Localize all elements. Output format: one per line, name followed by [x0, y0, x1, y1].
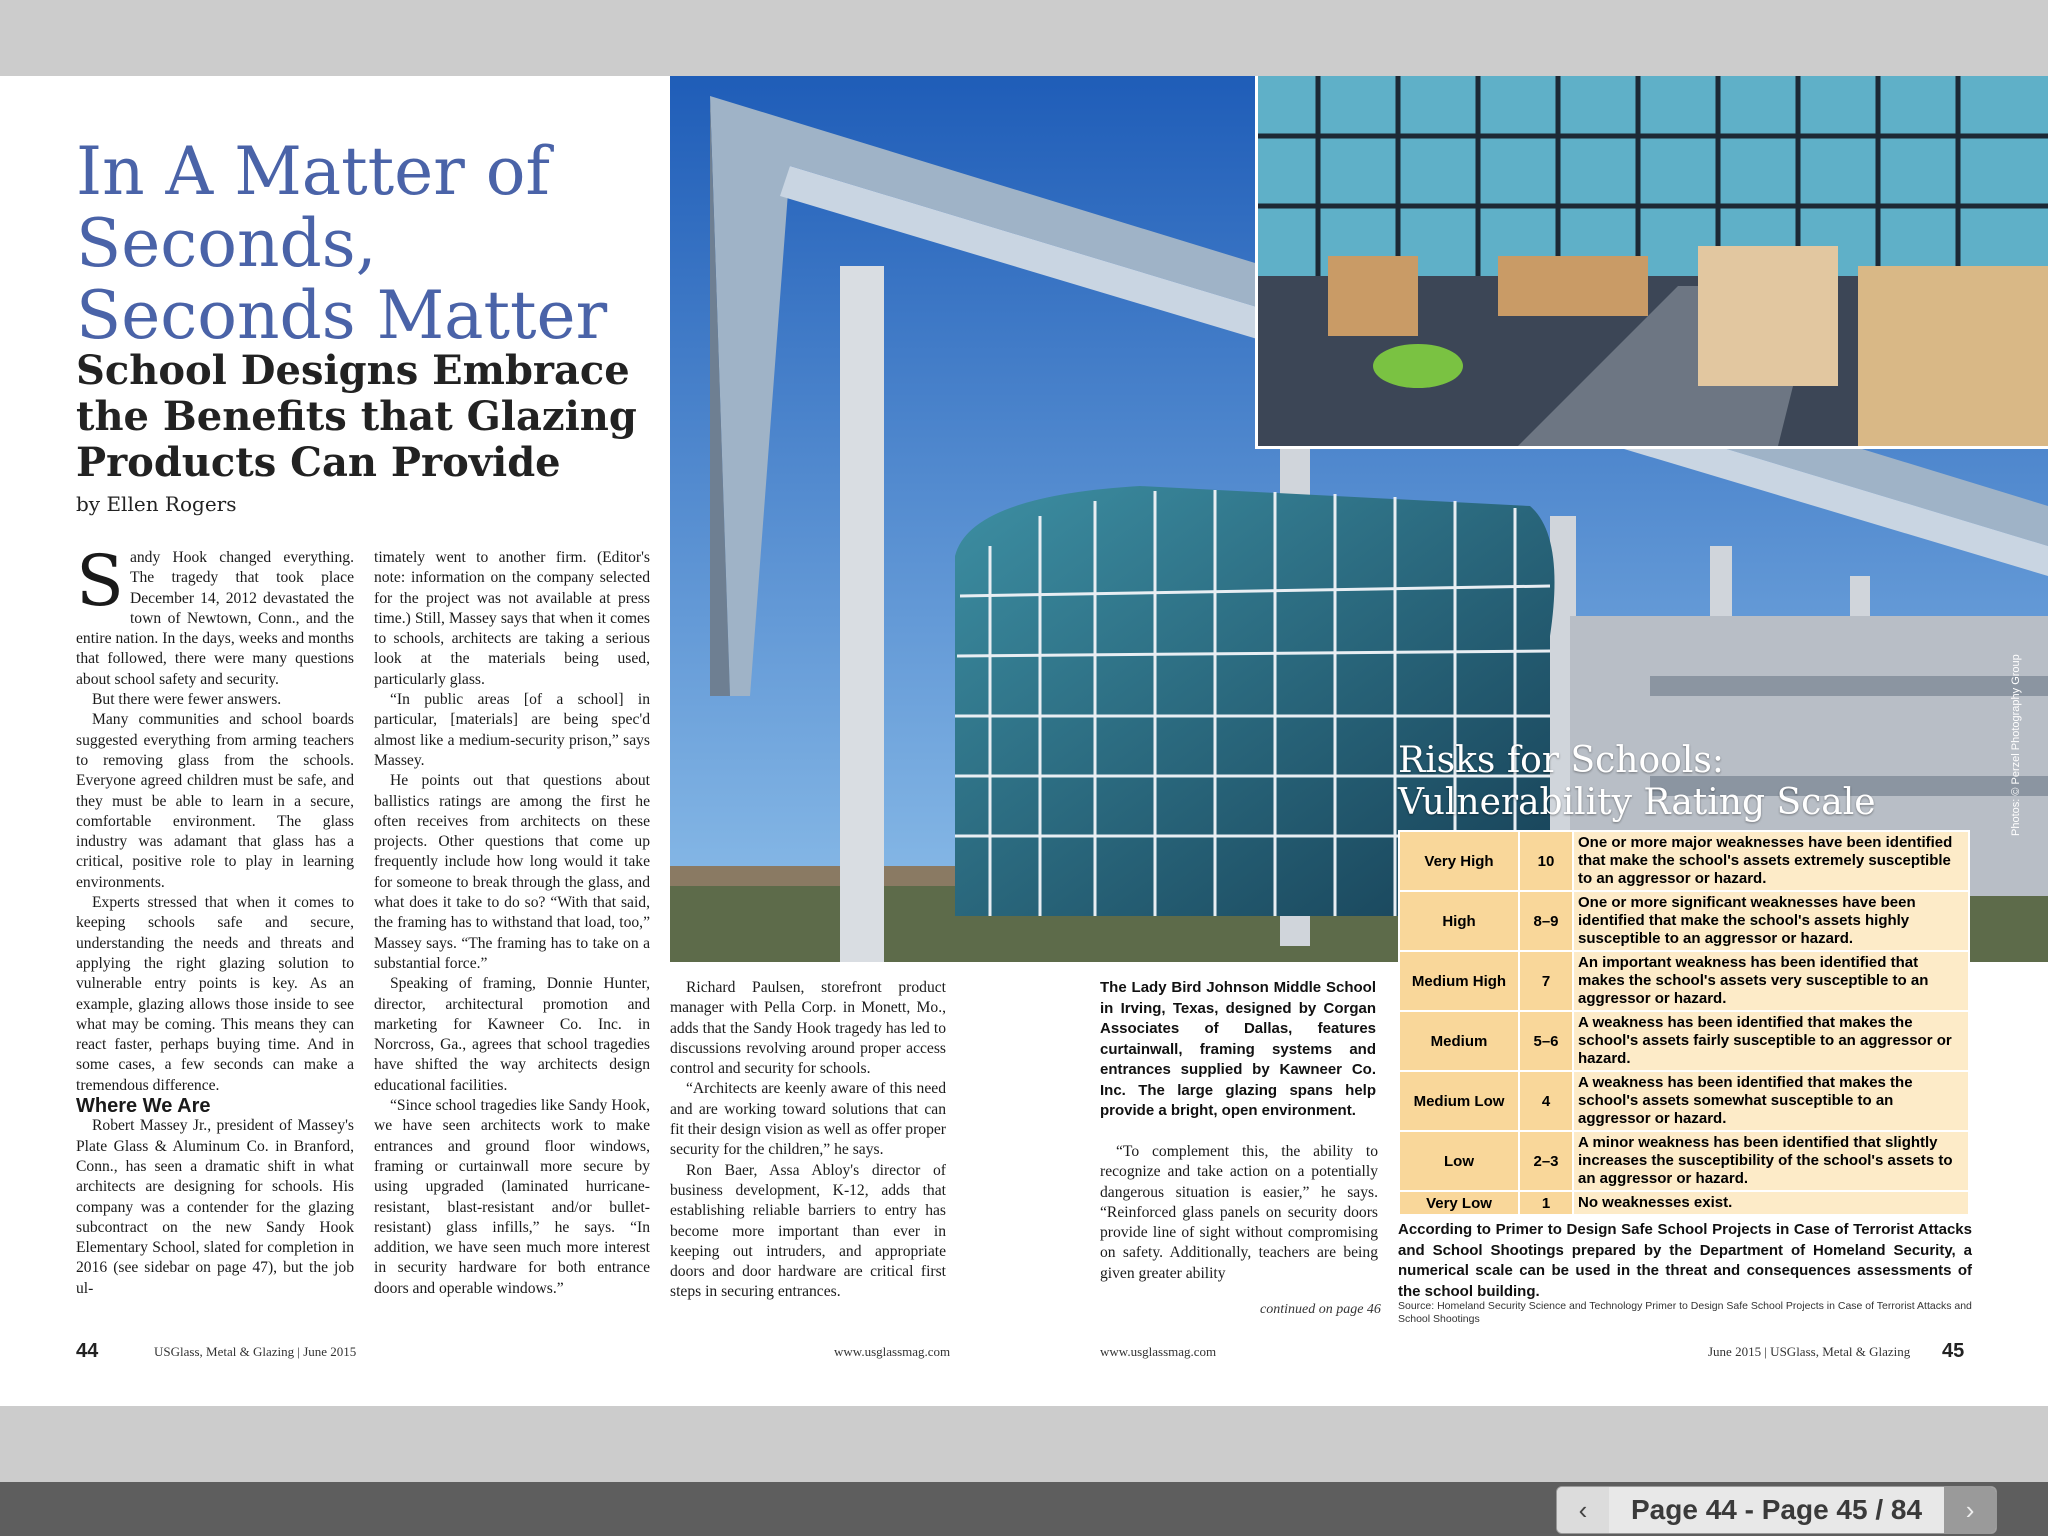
table-row	[1399, 1191, 1969, 1215]
article-subtitle: School Designs Embrace the Benefits that Glazing Products Can Provide	[76, 347, 637, 486]
drop-cap: S	[76, 540, 124, 622]
article-column-4	[1100, 1142, 1378, 1284]
rating-score: 1	[1519, 1191, 1573, 1215]
viewer-top-bar	[0, 0, 2048, 76]
paragraph: But there were fewer answers.	[92, 691, 282, 709]
rating-description: A weakness has been identified that makes the school's assets fairly susceptible to an aggressor or hazard.	[1573, 1011, 1969, 1071]
paragraph: timately went to another firm. (Editor's note: information on the company selected for the project was not available at press time.) Still, Massey says that when it comes to schools, architects are taking a serious look at the materials being used, particularly glass.	[374, 549, 650, 688]
chevron-left-icon: ‹	[1578, 1494, 1588, 1525]
rating-level: Medium	[1399, 1011, 1519, 1071]
table-row	[1399, 831, 1969, 891]
magazine-spread[interactable]	[0, 76, 2048, 1406]
rating-level: Medium High	[1399, 951, 1519, 1011]
paragraph: Robert Massey Jr., president of Massey's Plate Glass & Aluminum Co. in Branford, Conn., has seen a dramatic shift in what architects are designing for schools. His company was a contender for the glazing subcontract on the new Sandy Hook Elementary School, slated for completion in 2016 (see sidebar on page 47), but the job ul-	[76, 1117, 354, 1297]
previous-page-button[interactable]	[1557, 1487, 1609, 1533]
rating-description: A weakness has been identified that makes the school's assets somewhat susceptible to an aggressor or hazard.	[1573, 1071, 1969, 1131]
vulnerability-rating-table	[1398, 830, 1970, 1216]
photo-caption: The Lady Bird Johnson Middle School in Irving, Texas, designed by Corgan Associates of Dallas, features curtainwall, framing systems and entrances supplied by Kawneer Co. Inc. The large glazing spans help provide a bright, open environment.	[1100, 979, 1376, 1119]
table-row	[1399, 1011, 1969, 1071]
continued-note[interactable]: continued on page 46	[1260, 1302, 1381, 1317]
chevron-right-icon: ›	[1965, 1494, 1975, 1525]
paragraph: He points out that questions about ballistics ratings are among the first he often receives from architects on these projects. Other questions that come up frequently include how long would it take for someone to break through the glass, and what does it take to do so? “With that said, the framing has to withstand that load, too,” Massey says. “The framing has to take on a substantial force.”	[374, 772, 650, 972]
article-title: In A Matter of Seconds, Seconds Matter	[76, 133, 608, 354]
sidebar-title	[1398, 740, 1898, 824]
rating-score: 5–6	[1519, 1011, 1573, 1071]
article-column-3	[670, 978, 946, 1303]
section-subhead: Where We Are	[76, 1095, 211, 1118]
article-column-1	[76, 540, 354, 1299]
table-row	[1399, 891, 1969, 951]
library-interior-photo	[1255, 76, 2048, 449]
article-byline: by Ellen Rogers	[76, 492, 237, 516]
page-indicator[interactable]: Page 44 - Page 45 / 84	[1631, 1494, 1923, 1525]
paragraph: “To complement this, the ability to recognize and take action on a potentially dangerous situation is easier,” he says. “Reinforced glass panels on security doors provide line of sight without compromising on safety. Additionally, teachers are being given greater ability	[1100, 1143, 1378, 1282]
paragraph: Ron Baer, Assa Abloy's director of business development, K-12, adds that establishing reliable barriers to entry has become more important than ever in keeping out intruders, and appropriate doors and door hardware are critical first steps in securing entrances.	[670, 1161, 946, 1301]
paragraph: Many communities and school boards suggested everything from arming teachers to removing glass from the schools. Everyone agreed children must be safe, and they must be able to learn in a secure, comfortable environment. The glass industry was adamant that glass has a critical, positive role to play in learning environments.	[76, 711, 354, 891]
rating-level: Very Low	[1399, 1191, 1519, 1215]
right-footer-url[interactable]: www.usglassmag.com	[1100, 1344, 1217, 1359]
left-page-number: 44	[76, 1340, 99, 1362]
rating-score: 7	[1519, 951, 1573, 1011]
paragraph: Richard Paulsen, storefront product manager with Pella Corp. in Monett, Mo., adds that the Sandy Hook tragedy has led to discussions revolving around proper access control and security for schools.	[670, 979, 946, 1078]
rating-description: An important weakness has been identified that makes the school's assets very susceptible to an aggressor or hazard.	[1573, 951, 1969, 1011]
paragraph: “Architects are keenly aware of this need and are working toward solutions that can fit their design vision as well as offer proper security for the children,” he says.	[670, 1080, 946, 1159]
rating-level: High	[1399, 891, 1519, 951]
next-page-button[interactable]	[1944, 1487, 1996, 1533]
sidebar-title-line: Vulnerability Rating Scale	[1398, 782, 1876, 823]
right-page-number: 45	[1942, 1340, 1965, 1362]
paragraph: Experts stressed that when it comes to keeping schools safe and secure, understanding the needs and threats and applying the right glazing solution to vulnerable entry points is key. As an example, glazing allows those inside to see what may be coming. This means they can react faster, perhaps buying time. And in some cases, a few seconds can make a tremendous difference.	[76, 894, 354, 1094]
photo-credit: Photos: © Perzel Photography Group	[2010, 654, 2022, 836]
paragraph: “Since school tragedies like Sandy Hook, we have seen architects work to make entrances and ground floor windows, framing or curtainwall more secure by using upgraded (laminated hurricane-resistant, blast-resistant and/or bullet-resistant) glass infills,” he says. “In addition, we have seen much more interest in security hardware for both entrance doors and operable windows.”	[374, 1097, 650, 1297]
rating-description: One or more major weaknesses have been identified that make the school's assets extremely susceptible to an aggressor or hazard.	[1573, 831, 1969, 891]
table-row	[1399, 951, 1969, 1011]
rating-description: No weaknesses exist.	[1573, 1191, 1969, 1215]
paragraph: Speaking of framing, Donnie Hunter, director, architectural promotion and marketing for Kawneer Co. Inc. in Norcross, Ga., agrees that school tragedies have shifted the way architects design educational facilities.	[374, 975, 650, 1094]
article-column-2	[374, 548, 650, 1299]
left-footer-publication: USGlass, Metal & Glazing | June 2015	[154, 1344, 357, 1359]
table-row	[1399, 1131, 1969, 1191]
sidebar-note: According to Primer to Design Safe School Projects in Case of Terrorist Attacks and School Shootings prepared by the Department of Homeland Security, a numerical scale can be used in the threat and consequences assessments of the school building.	[1398, 1221, 1972, 1300]
rating-level: Low	[1399, 1131, 1519, 1191]
sidebar-title-line: Risks for Schools:	[1398, 740, 1724, 781]
table-row	[1399, 1071, 1969, 1131]
rating-level: Very High	[1399, 831, 1519, 891]
sidebar-source: Source: Homeland Security Science and Technology Primer to Design Safe School Projects in Case of Terrorist Attacks and School Shootings	[1398, 1300, 1972, 1325]
paragraph: “In public areas [of a school] in particular, [materials] are being spec'd almost like a medium-security prison,” says Massey.	[374, 691, 650, 769]
rating-score: 4	[1519, 1071, 1573, 1131]
left-footer-url[interactable]: www.usglassmag.com	[834, 1344, 951, 1359]
rating-score: 2–3	[1519, 1131, 1573, 1191]
rating-description: One or more significant weaknesses have been identified that make the school's assets highly susceptible to an aggressor or hazard.	[1573, 891, 1969, 951]
paragraph: andy Hook changed everything. The tragedy that took place December 14, 2012 devastated the town of Newtown, Conn., and the entire nation. In the days, weeks and months that followed, there were many questions about school safety and security.	[76, 549, 354, 688]
library-illustration	[1258, 76, 2048, 446]
rating-description: A minor weakness has been identified that slightly increases the susceptibility of the school's assets to an aggressor or hazard.	[1573, 1131, 1969, 1191]
page-navigator	[1556, 1486, 1997, 1534]
right-footer-publication: June 2015 | USGlass, Metal & Glazing	[1708, 1344, 1911, 1359]
rating-level: Medium Low	[1399, 1071, 1519, 1131]
rating-score: 10	[1519, 831, 1573, 891]
rating-score: 8–9	[1519, 891, 1573, 951]
viewer-background	[0, 1406, 2048, 1482]
